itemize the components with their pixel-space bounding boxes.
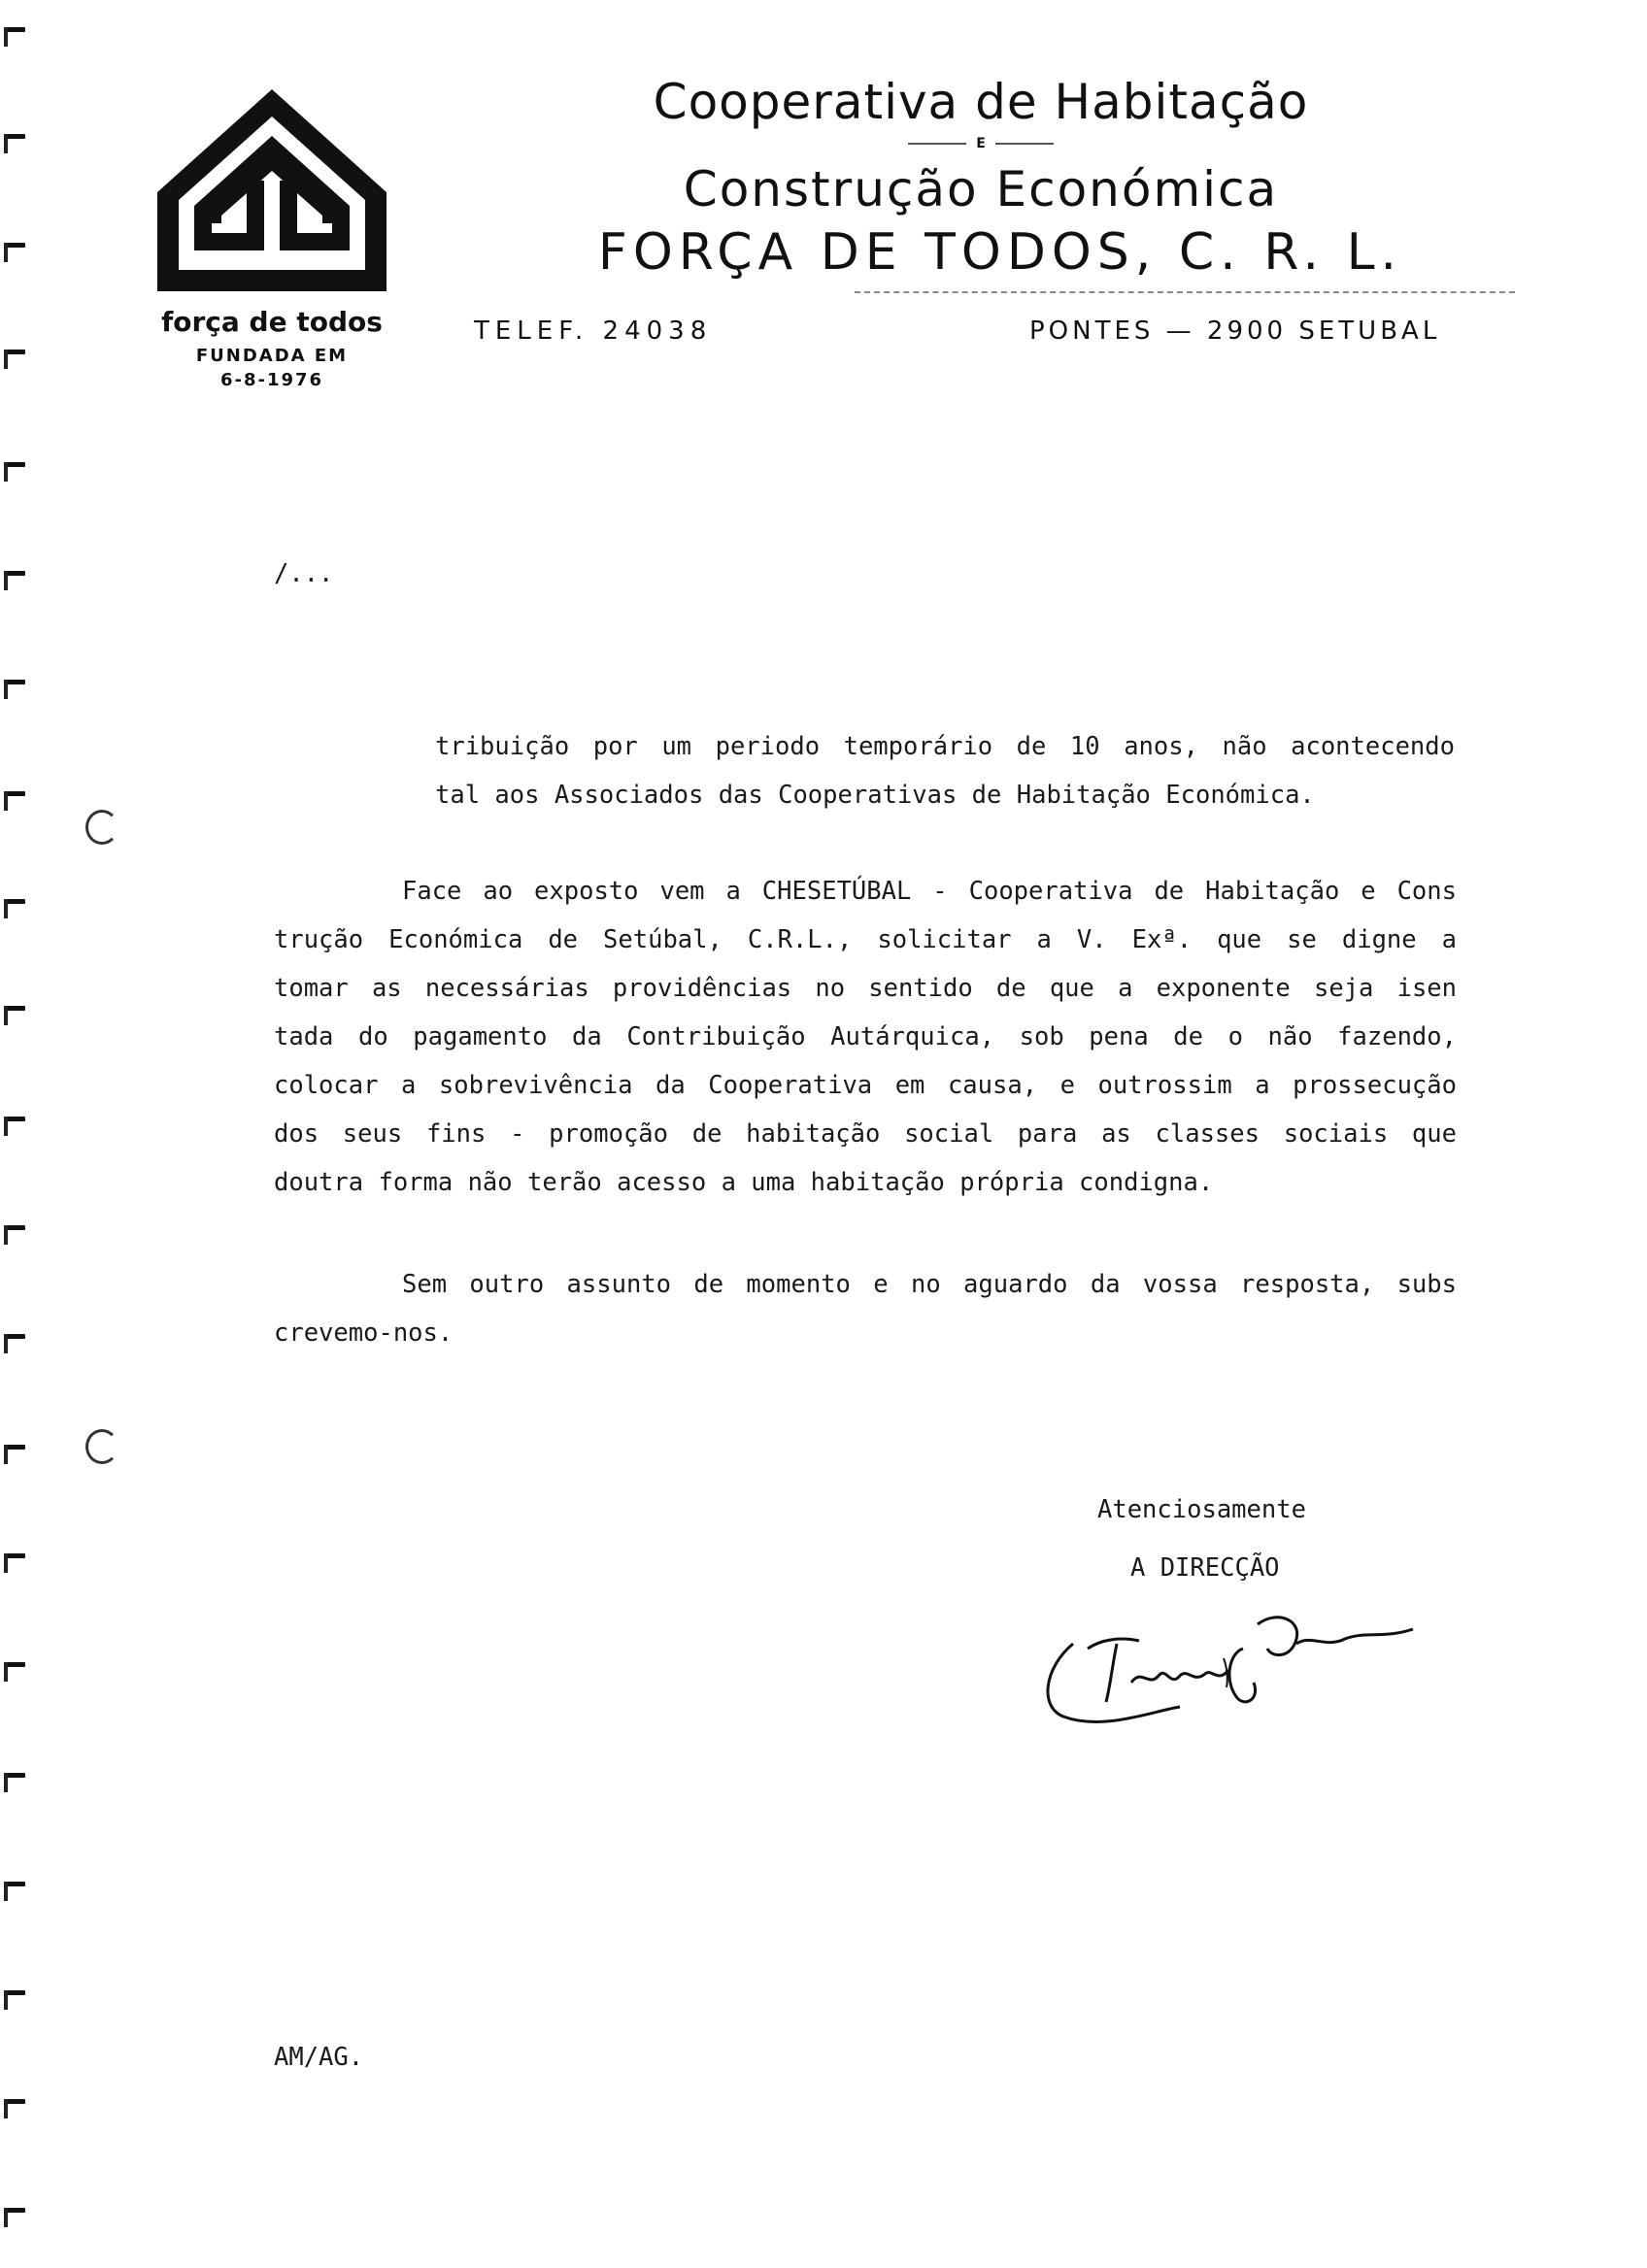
punch-hole	[85, 810, 118, 845]
paragraph-line: colocar a sobrevivência da Cooperativa em causa, e outrossim a prossecução	[274, 1071, 1457, 1100]
paragraph-line: trução Económica de Setúbal, C.R.L., solicitar a V. Exª. que se digne a	[274, 925, 1457, 954]
logo-name: força de todos	[161, 306, 383, 338]
reference-initials: AM/AG.	[274, 2043, 364, 2072]
paragraph-line: tada do pagamento da Contribuição Autárquica, sob pena de o não fazendo,	[274, 1022, 1457, 1051]
company-logo	[155, 87, 388, 390]
address: PONTES — 2900 SETUBAL	[1029, 317, 1441, 346]
org-name-line-3: FORÇA DE TODOS, C. R. L.	[597, 223, 1403, 282]
phone-number: TELEF. 24038	[474, 317, 713, 346]
paragraph-line: Sem outro assunto de momento e no aguardo da vossa resposta, subs	[402, 1270, 1457, 1299]
binding-mark	[4, 791, 25, 796]
binding-mark	[4, 350, 25, 354]
binding-mark	[4, 2099, 25, 2104]
binding-mark	[4, 1334, 25, 1339]
paragraph-line: dos seus fins - promoção de habitação social para as classes sociais que	[274, 1119, 1457, 1149]
closing: Atenciosamente	[1097, 1495, 1306, 1524]
paragraph-line: tribuição por um periodo temporário de 10 anos, não acontecendo	[435, 732, 1455, 761]
paragraph-1	[435, 722, 1455, 819]
punch-hole	[85, 1429, 118, 1464]
binding-mark	[4, 1773, 25, 1778]
logo-founded-date: 6-8-1976	[219, 370, 324, 390]
binding-mark	[4, 243, 25, 248]
binding-mark	[4, 1225, 25, 1230]
org-name-line-2: Construção Económica	[683, 161, 1279, 217]
paragraph-2	[274, 867, 1457, 1207]
binding-mark	[4, 1553, 25, 1558]
binding-mark	[4, 27, 25, 32]
paragraph-line: crevemo-nos.	[274, 1318, 454, 1348]
binding-mark	[4, 1006, 25, 1011]
continuation-marker: /...	[274, 559, 334, 588]
org-name-line-1: Cooperativa de Habitação	[653, 74, 1309, 130]
binding-mark	[4, 899, 25, 904]
binding-mark	[4, 2208, 25, 2213]
binding-mark	[4, 1882, 25, 1886]
handwritten-signature	[1034, 1590, 1442, 1736]
signatory: A DIRECÇÃO	[1130, 1553, 1280, 1583]
org-conjunction: E	[544, 136, 1418, 151]
binding-mark	[4, 462, 25, 467]
binding-mark	[4, 680, 25, 684]
binding-mark	[4, 1117, 25, 1121]
paragraph-line: tal aos Associados das Cooperativas de Habitação Económica.	[435, 781, 1315, 810]
paragraph-line: Face ao exposto vem a CHESETÚBAL - Cooperativa de Habitação e Cons	[402, 877, 1457, 906]
house-logo-icon	[155, 87, 388, 301]
binding-mark	[4, 134, 25, 139]
paragraph-line: doutra forma não terão acesso a uma habitação própria condigna.	[274, 1168, 1214, 1197]
binding-mark	[4, 1990, 25, 1995]
logo-founded-label: FUNDADA EM	[195, 346, 349, 366]
paragraph-line: tomar as necessárias providências no sentido de que a exponente seja isen	[274, 974, 1457, 1003]
binding-mark	[4, 571, 25, 576]
header-divider	[855, 291, 1515, 293]
paragraph-3	[274, 1260, 1457, 1357]
binding-mark	[4, 1445, 25, 1450]
binding-mark	[4, 1662, 25, 1667]
